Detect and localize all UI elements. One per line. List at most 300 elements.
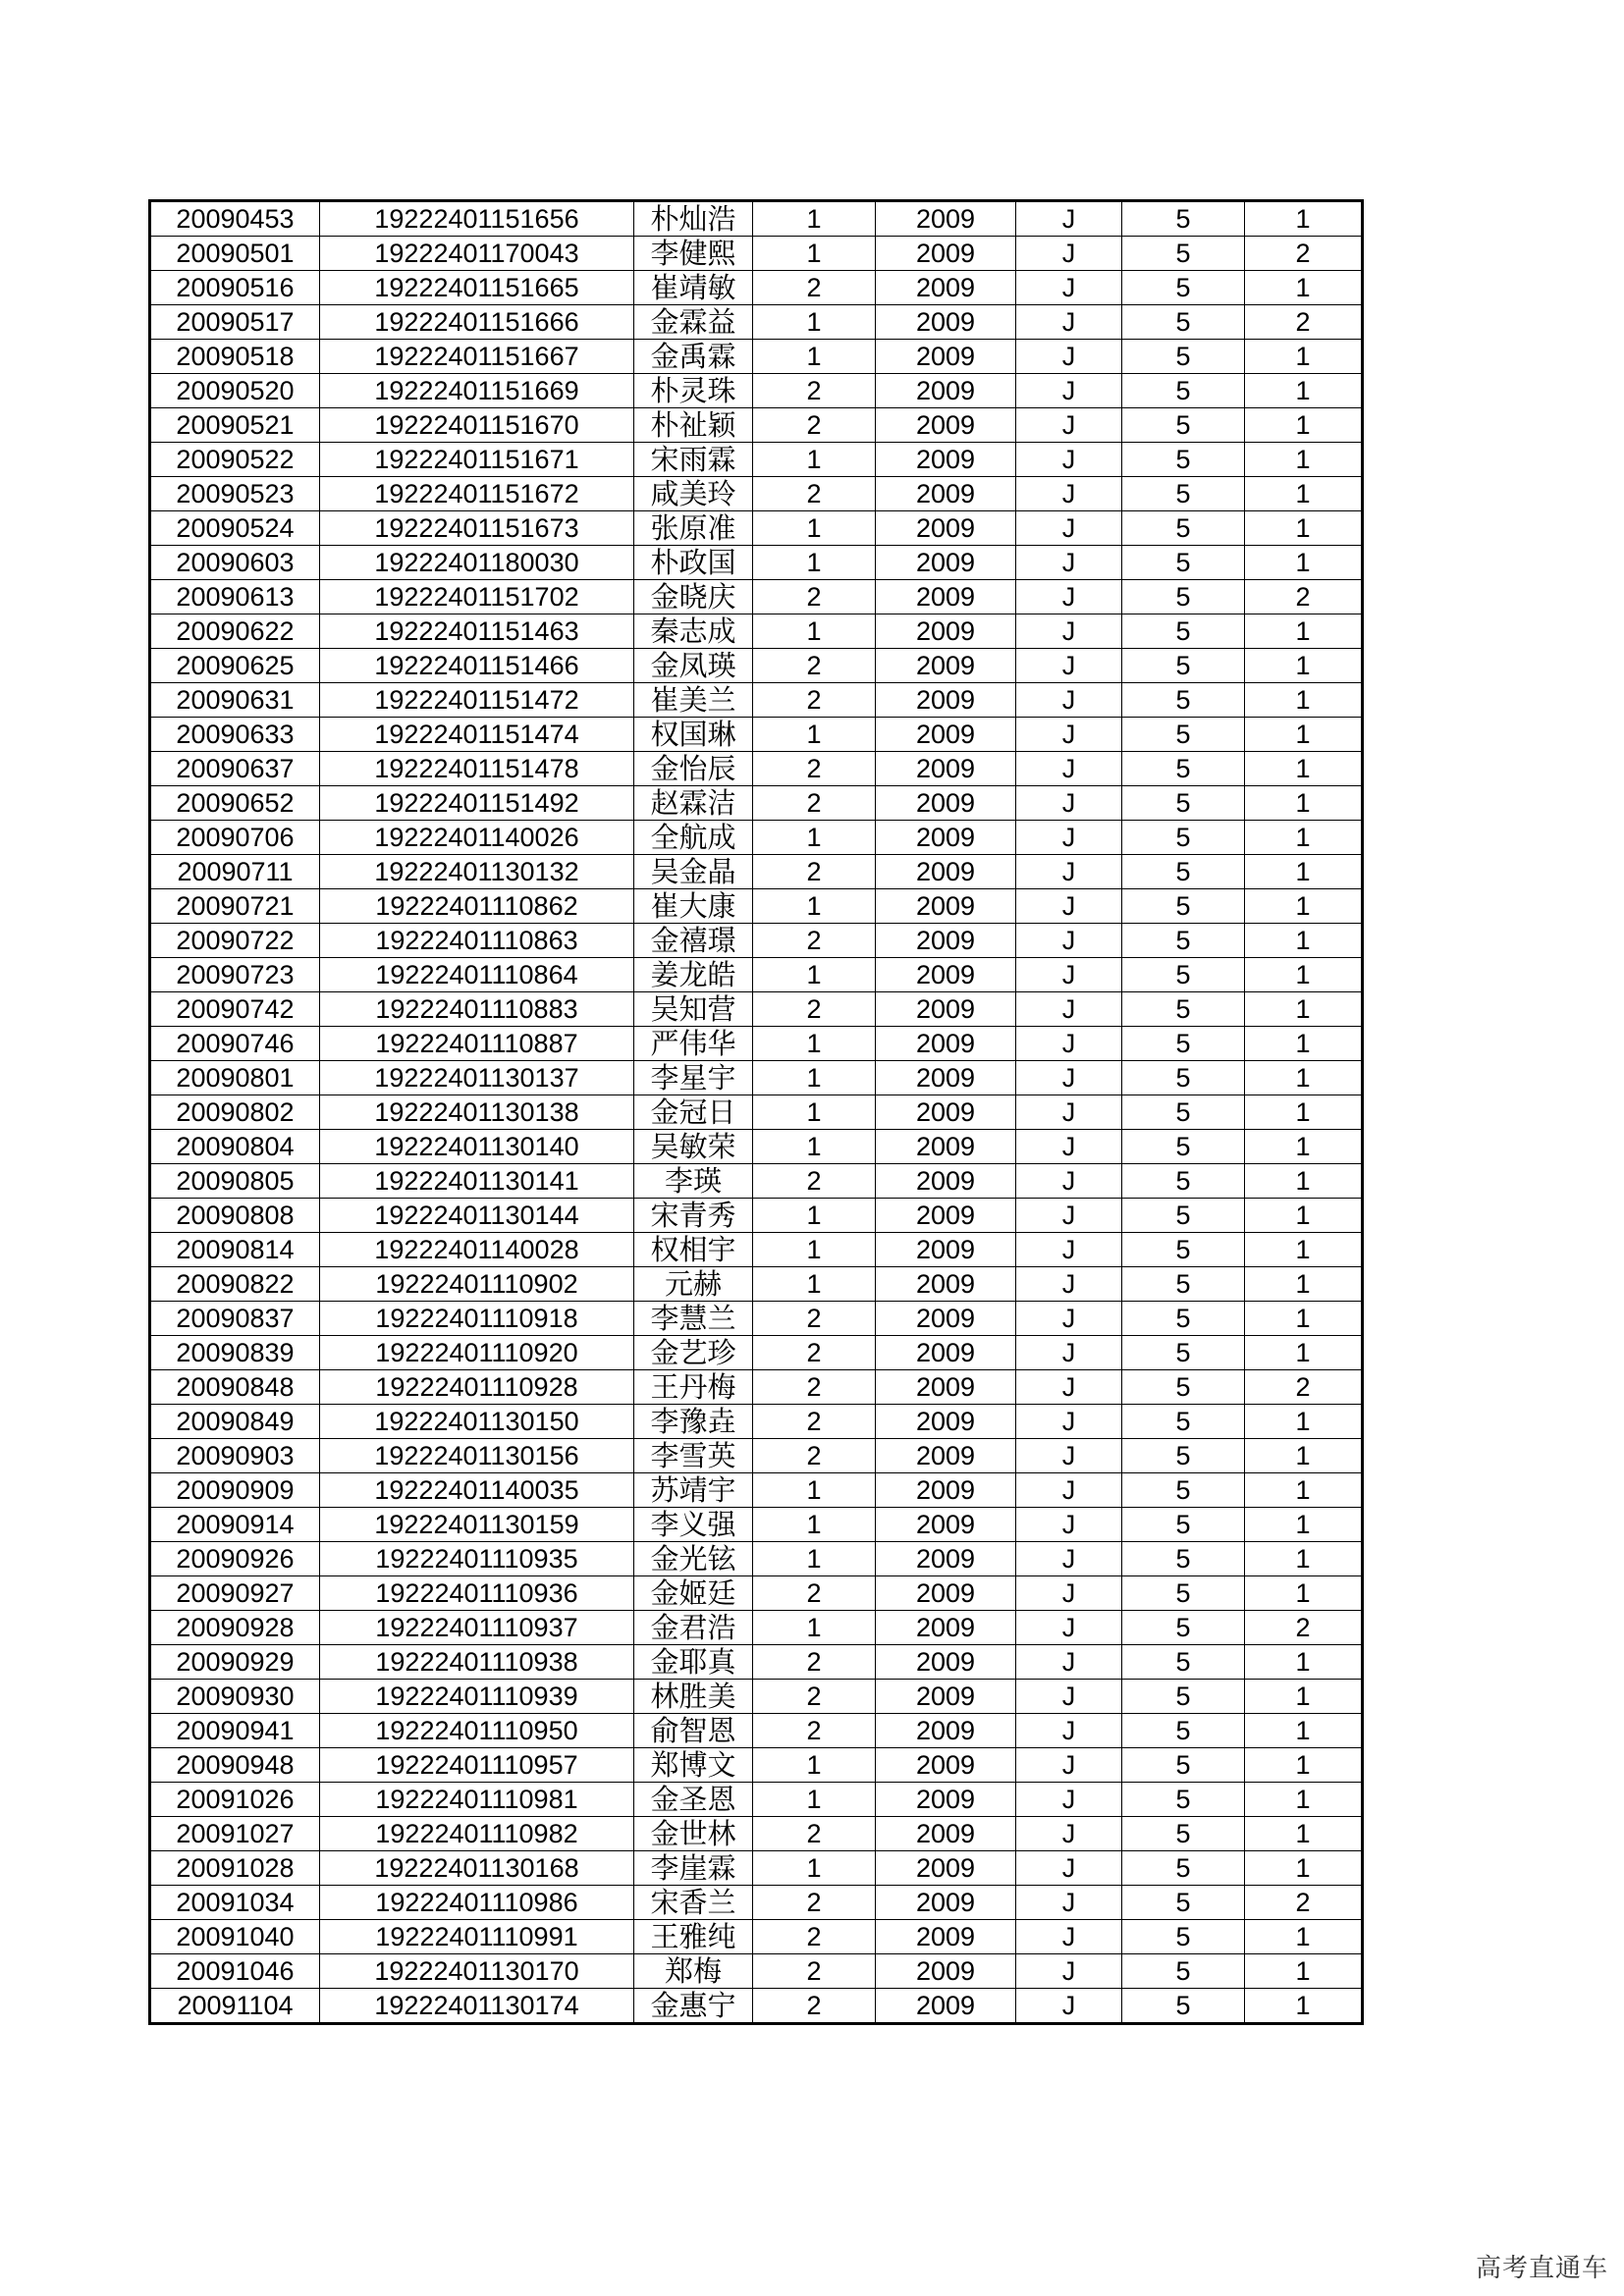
category-cell: J xyxy=(1016,1954,1122,1989)
exam-no-cell: 19222401130156 xyxy=(320,1439,634,1473)
gender-code-cell: 2 xyxy=(753,408,876,443)
table-row xyxy=(150,1473,1363,1508)
category-cell: J xyxy=(1016,1851,1122,1886)
category-cell: J xyxy=(1016,1061,1122,1095)
level-cell: 5 xyxy=(1122,1233,1245,1267)
table-row xyxy=(150,1164,1363,1199)
flag-cell: 1 xyxy=(1245,1576,1363,1611)
flag-cell: 1 xyxy=(1245,1851,1363,1886)
student-no-cell: 20090722 xyxy=(150,924,320,958)
student-no-cell: 20090652 xyxy=(150,786,320,821)
year-cell: 2009 xyxy=(876,443,1016,477)
level-cell: 5 xyxy=(1122,580,1245,614)
exam-no-cell: 19222401110936 xyxy=(320,1576,634,1611)
year-cell: 2009 xyxy=(876,1473,1016,1508)
category-cell: J xyxy=(1016,1645,1122,1680)
table-row xyxy=(150,1542,1363,1576)
student-no-cell: 20090603 xyxy=(150,546,320,580)
flag-cell: 2 xyxy=(1245,237,1363,271)
table-row xyxy=(150,1302,1363,1336)
exam-no-cell: 19222401130170 xyxy=(320,1954,634,1989)
category-cell: J xyxy=(1016,1680,1122,1714)
gender-code-cell: 1 xyxy=(753,1783,876,1817)
table-row xyxy=(150,201,1363,237)
name-cell: 王丹梅 xyxy=(634,1370,753,1405)
flag-cell: 1 xyxy=(1245,1473,1363,1508)
level-cell: 5 xyxy=(1122,477,1245,511)
gender-code-cell: 1 xyxy=(753,1061,876,1095)
exam-no-cell: 19222401110938 xyxy=(320,1645,634,1680)
flag-cell: 1 xyxy=(1245,546,1363,580)
year-cell: 2009 xyxy=(876,1130,1016,1164)
student-no-cell: 20090927 xyxy=(150,1576,320,1611)
gender-code-cell: 2 xyxy=(753,1576,876,1611)
flag-cell: 1 xyxy=(1245,1680,1363,1714)
exam-no-cell: 19222401151463 xyxy=(320,614,634,649)
table-row xyxy=(150,649,1363,683)
gender-code-cell: 2 xyxy=(753,1886,876,1920)
name-cell: 林胜美 xyxy=(634,1680,753,1714)
exam-no-cell: 19222401151702 xyxy=(320,580,634,614)
level-cell: 5 xyxy=(1122,1302,1245,1336)
student-no-cell: 20090706 xyxy=(150,821,320,855)
category-cell: J xyxy=(1016,1336,1122,1370)
flag-cell: 1 xyxy=(1245,1954,1363,1989)
exam-no-cell: 19222401110862 xyxy=(320,889,634,924)
year-cell: 2009 xyxy=(876,546,1016,580)
exam-no-cell: 19222401130150 xyxy=(320,1405,634,1439)
level-cell: 5 xyxy=(1122,786,1245,821)
level-cell: 5 xyxy=(1122,718,1245,752)
student-no-cell: 20090711 xyxy=(150,855,320,889)
year-cell: 2009 xyxy=(876,1164,1016,1199)
name-cell: 朴政国 xyxy=(634,546,753,580)
level-cell: 5 xyxy=(1122,1164,1245,1199)
year-cell: 2009 xyxy=(876,752,1016,786)
gender-code-cell: 2 xyxy=(753,1920,876,1954)
level-cell: 5 xyxy=(1122,1851,1245,1886)
flag-cell: 1 xyxy=(1245,958,1363,992)
level-cell: 5 xyxy=(1122,340,1245,374)
flag-cell: 1 xyxy=(1245,1302,1363,1336)
level-cell: 5 xyxy=(1122,1027,1245,1061)
year-cell: 2009 xyxy=(876,924,1016,958)
table-row xyxy=(150,683,1363,718)
category-cell: J xyxy=(1016,1439,1122,1473)
category-cell: J xyxy=(1016,1542,1122,1576)
table-row xyxy=(150,1920,1363,1954)
year-cell: 2009 xyxy=(876,1199,1016,1233)
flag-cell: 1 xyxy=(1245,1130,1363,1164)
table-row xyxy=(150,752,1363,786)
category-cell: J xyxy=(1016,305,1122,340)
flag-cell: 1 xyxy=(1245,1439,1363,1473)
exam-no-cell: 19222401130159 xyxy=(320,1508,634,1542)
level-cell: 5 xyxy=(1122,1130,1245,1164)
year-cell: 2009 xyxy=(876,580,1016,614)
category-cell: J xyxy=(1016,1886,1122,1920)
table-row xyxy=(150,992,1363,1027)
level-cell: 5 xyxy=(1122,924,1245,958)
name-cell: 李慧兰 xyxy=(634,1302,753,1336)
gender-code-cell: 2 xyxy=(753,855,876,889)
level-cell: 5 xyxy=(1122,1199,1245,1233)
name-cell: 秦志成 xyxy=(634,614,753,649)
gender-code-cell: 1 xyxy=(753,821,876,855)
exam-no-cell: 19222401110935 xyxy=(320,1542,634,1576)
name-cell: 朴灿浩 xyxy=(634,201,753,237)
gender-code-cell: 2 xyxy=(753,1405,876,1439)
gender-code-cell: 1 xyxy=(753,305,876,340)
gender-code-cell: 2 xyxy=(753,786,876,821)
name-cell: 宋青秀 xyxy=(634,1199,753,1233)
year-cell: 2009 xyxy=(876,1989,1016,2024)
category-cell: J xyxy=(1016,992,1122,1027)
flag-cell: 1 xyxy=(1245,614,1363,649)
flag-cell: 1 xyxy=(1245,408,1363,443)
gender-code-cell: 1 xyxy=(753,1027,876,1061)
exam-no-cell: 19222401110928 xyxy=(320,1370,634,1405)
student-no-cell: 20090802 xyxy=(150,1095,320,1130)
exam-no-cell: 19222401110887 xyxy=(320,1027,634,1061)
year-cell: 2009 xyxy=(876,374,1016,408)
gender-code-cell: 2 xyxy=(753,1680,876,1714)
category-cell: J xyxy=(1016,683,1122,718)
student-no-cell: 20090522 xyxy=(150,443,320,477)
category-cell: J xyxy=(1016,1989,1122,2024)
student-no-cell: 20090909 xyxy=(150,1473,320,1508)
name-cell: 金惠宁 xyxy=(634,1989,753,2024)
year-cell: 2009 xyxy=(876,305,1016,340)
name-cell: 金艺珍 xyxy=(634,1336,753,1370)
category-cell: J xyxy=(1016,201,1122,237)
gender-code-cell: 2 xyxy=(753,1989,876,2024)
level-cell: 5 xyxy=(1122,1061,1245,1095)
student-no-cell: 20090805 xyxy=(150,1164,320,1199)
student-no-cell: 20090517 xyxy=(150,305,320,340)
flag-cell: 1 xyxy=(1245,1095,1363,1130)
category-cell: J xyxy=(1016,718,1122,752)
level-cell: 5 xyxy=(1122,271,1245,305)
category-cell: J xyxy=(1016,1405,1122,1439)
gender-code-cell: 1 xyxy=(753,1095,876,1130)
flag-cell: 1 xyxy=(1245,1199,1363,1233)
exam-no-cell: 19222401151671 xyxy=(320,443,634,477)
flag-cell: 1 xyxy=(1245,340,1363,374)
gender-code-cell: 2 xyxy=(753,1336,876,1370)
table-row xyxy=(150,511,1363,546)
gender-code-cell: 2 xyxy=(753,752,876,786)
category-cell: J xyxy=(1016,1302,1122,1336)
watermark: 高考直通车 xyxy=(1475,2254,1608,2283)
year-cell: 2009 xyxy=(876,1817,1016,1851)
name-cell: 元赫 xyxy=(634,1267,753,1302)
name-cell: 崔美兰 xyxy=(634,683,753,718)
table-row xyxy=(150,1989,1363,2024)
exam-no-cell: 19222401110937 xyxy=(320,1611,634,1645)
name-cell: 金圣恩 xyxy=(634,1783,753,1817)
name-cell: 金怡辰 xyxy=(634,752,753,786)
name-cell: 权相宇 xyxy=(634,1233,753,1267)
name-cell: 李义强 xyxy=(634,1508,753,1542)
gender-code-cell: 2 xyxy=(753,271,876,305)
student-no-cell: 20090521 xyxy=(150,408,320,443)
flag-cell: 1 xyxy=(1245,1336,1363,1370)
table-row xyxy=(150,305,1363,340)
exam-no-cell: 19222401140026 xyxy=(320,821,634,855)
table-row xyxy=(150,1199,1363,1233)
flag-cell: 1 xyxy=(1245,992,1363,1027)
year-cell: 2009 xyxy=(876,1645,1016,1680)
name-cell: 咸美玲 xyxy=(634,477,753,511)
gender-code-cell: 2 xyxy=(753,1954,876,1989)
category-cell: J xyxy=(1016,889,1122,924)
level-cell: 5 xyxy=(1122,305,1245,340)
gender-code-cell: 1 xyxy=(753,1473,876,1508)
table-row xyxy=(150,1130,1363,1164)
year-cell: 2009 xyxy=(876,1611,1016,1645)
table-row xyxy=(150,1508,1363,1542)
gender-code-cell: 1 xyxy=(753,1267,876,1302)
level-cell: 5 xyxy=(1122,958,1245,992)
flag-cell: 1 xyxy=(1245,374,1363,408)
exam-no-cell: 19222401110863 xyxy=(320,924,634,958)
exam-no-cell: 19222401151667 xyxy=(320,340,634,374)
year-cell: 2009 xyxy=(876,1439,1016,1473)
year-cell: 2009 xyxy=(876,340,1016,374)
student-no-cell: 20090742 xyxy=(150,992,320,1027)
name-cell: 郑博文 xyxy=(634,1748,753,1783)
flag-cell: 1 xyxy=(1245,752,1363,786)
gender-code-cell: 2 xyxy=(753,1164,876,1199)
level-cell: 5 xyxy=(1122,237,1245,271)
category-cell: J xyxy=(1016,1370,1122,1405)
level-cell: 5 xyxy=(1122,374,1245,408)
table-row xyxy=(150,1336,1363,1370)
student-no-cell: 20090839 xyxy=(150,1336,320,1370)
year-cell: 2009 xyxy=(876,1851,1016,1886)
table-row xyxy=(150,237,1363,271)
gender-code-cell: 1 xyxy=(753,1130,876,1164)
exam-no-cell: 19222401151492 xyxy=(320,786,634,821)
gender-code-cell: 1 xyxy=(753,1611,876,1645)
flag-cell: 2 xyxy=(1245,580,1363,614)
exam-no-cell: 19222401130132 xyxy=(320,855,634,889)
student-no-cell: 20090524 xyxy=(150,511,320,546)
level-cell: 5 xyxy=(1122,1336,1245,1370)
year-cell: 2009 xyxy=(876,1954,1016,1989)
name-cell: 苏靖宇 xyxy=(634,1473,753,1508)
name-cell: 吴知营 xyxy=(634,992,753,1027)
level-cell: 5 xyxy=(1122,408,1245,443)
name-cell: 金光铉 xyxy=(634,1542,753,1576)
gender-code-cell: 2 xyxy=(753,374,876,408)
exam-no-cell: 19222401130141 xyxy=(320,1164,634,1199)
level-cell: 5 xyxy=(1122,1748,1245,1783)
name-cell: 宋雨霖 xyxy=(634,443,753,477)
flag-cell: 1 xyxy=(1245,477,1363,511)
student-no-cell: 20091027 xyxy=(150,1817,320,1851)
gender-code-cell: 2 xyxy=(753,477,876,511)
level-cell: 5 xyxy=(1122,992,1245,1027)
level-cell: 5 xyxy=(1122,1783,1245,1817)
exam-no-cell: 19222401151670 xyxy=(320,408,634,443)
year-cell: 2009 xyxy=(876,718,1016,752)
level-cell: 5 xyxy=(1122,1473,1245,1508)
category-cell: J xyxy=(1016,1817,1122,1851)
student-no-cell: 20090930 xyxy=(150,1680,320,1714)
category-cell: J xyxy=(1016,786,1122,821)
category-cell: J xyxy=(1016,1783,1122,1817)
exam-no-cell: 19222401151673 xyxy=(320,511,634,546)
table-row xyxy=(150,1886,1363,1920)
gender-code-cell: 1 xyxy=(753,1748,876,1783)
year-cell: 2009 xyxy=(876,1542,1016,1576)
flag-cell: 2 xyxy=(1245,1886,1363,1920)
category-cell: J xyxy=(1016,1027,1122,1061)
level-cell: 5 xyxy=(1122,1370,1245,1405)
category-cell: J xyxy=(1016,511,1122,546)
student-no-cell: 20090929 xyxy=(150,1645,320,1680)
name-cell: 李健熙 xyxy=(634,237,753,271)
table-row xyxy=(150,958,1363,992)
student-no-cell: 20091026 xyxy=(150,1783,320,1817)
exam-no-cell: 19222401140035 xyxy=(320,1473,634,1508)
table-row xyxy=(150,477,1363,511)
category-cell: J xyxy=(1016,1576,1122,1611)
year-cell: 2009 xyxy=(876,1405,1016,1439)
student-no-cell: 20090746 xyxy=(150,1027,320,1061)
level-cell: 5 xyxy=(1122,1817,1245,1851)
level-cell: 5 xyxy=(1122,511,1245,546)
flag-cell: 1 xyxy=(1245,1645,1363,1680)
name-cell: 赵霖洁 xyxy=(634,786,753,821)
name-cell: 王雅纯 xyxy=(634,1920,753,1954)
flag-cell: 1 xyxy=(1245,889,1363,924)
flag-cell: 1 xyxy=(1245,718,1363,752)
year-cell: 2009 xyxy=(876,821,1016,855)
category-cell: J xyxy=(1016,546,1122,580)
student-no-cell: 20090721 xyxy=(150,889,320,924)
year-cell: 2009 xyxy=(876,1370,1016,1405)
category-cell: J xyxy=(1016,614,1122,649)
gender-code-cell: 2 xyxy=(753,1439,876,1473)
level-cell: 5 xyxy=(1122,1886,1245,1920)
name-cell: 全航成 xyxy=(634,821,753,855)
flag-cell: 1 xyxy=(1245,1920,1363,1954)
table-row xyxy=(150,1611,1363,1645)
table-row xyxy=(150,1095,1363,1130)
student-no-cell: 20090837 xyxy=(150,1302,320,1336)
level-cell: 5 xyxy=(1122,1920,1245,1954)
table-row xyxy=(150,1748,1363,1783)
name-cell: 金凤瑛 xyxy=(634,649,753,683)
name-cell: 金霖益 xyxy=(634,305,753,340)
exam-no-cell: 19222401151478 xyxy=(320,752,634,786)
student-no-cell: 20090520 xyxy=(150,374,320,408)
student-no-cell: 20090948 xyxy=(150,1748,320,1783)
exam-no-cell: 19222401110981 xyxy=(320,1783,634,1817)
year-cell: 2009 xyxy=(876,1680,1016,1714)
student-no-cell: 20090848 xyxy=(150,1370,320,1405)
year-cell: 2009 xyxy=(876,1920,1016,1954)
gender-code-cell: 2 xyxy=(753,580,876,614)
name-cell: 严伟华 xyxy=(634,1027,753,1061)
year-cell: 2009 xyxy=(876,786,1016,821)
student-no-cell: 20090801 xyxy=(150,1061,320,1095)
year-cell: 2009 xyxy=(876,683,1016,718)
category-cell: J xyxy=(1016,1920,1122,1954)
flag-cell: 1 xyxy=(1245,1714,1363,1748)
level-cell: 5 xyxy=(1122,649,1245,683)
year-cell: 2009 xyxy=(876,1336,1016,1370)
category-cell: J xyxy=(1016,477,1122,511)
flag-cell: 1 xyxy=(1245,1267,1363,1302)
year-cell: 2009 xyxy=(876,1748,1016,1783)
name-cell: 金姬廷 xyxy=(634,1576,753,1611)
gender-code-cell: 2 xyxy=(753,649,876,683)
name-cell: 郑梅 xyxy=(634,1954,753,1989)
exam-no-cell: 19222401151672 xyxy=(320,477,634,511)
name-cell: 朴祉颖 xyxy=(634,408,753,443)
student-no-cell: 20090814 xyxy=(150,1233,320,1267)
gender-code-cell: 2 xyxy=(753,924,876,958)
student-no-cell: 20090523 xyxy=(150,477,320,511)
gender-code-cell: 1 xyxy=(753,443,876,477)
name-cell: 崔大康 xyxy=(634,889,753,924)
exam-no-cell: 19222401130168 xyxy=(320,1851,634,1886)
student-no-cell: 20090637 xyxy=(150,752,320,786)
level-cell: 5 xyxy=(1122,1267,1245,1302)
exam-no-cell: 19222401110957 xyxy=(320,1748,634,1783)
gender-code-cell: 1 xyxy=(753,511,876,546)
level-cell: 5 xyxy=(1122,1095,1245,1130)
category-cell: J xyxy=(1016,924,1122,958)
name-cell: 李崖霖 xyxy=(634,1851,753,1886)
student-roster-table xyxy=(148,199,1364,2025)
table-row xyxy=(150,271,1363,305)
name-cell: 李豫垚 xyxy=(634,1405,753,1439)
flag-cell: 1 xyxy=(1245,649,1363,683)
flag-cell: 1 xyxy=(1245,924,1363,958)
gender-code-cell: 2 xyxy=(753,683,876,718)
category-cell: J xyxy=(1016,1748,1122,1783)
year-cell: 2009 xyxy=(876,1095,1016,1130)
exam-no-cell: 19222401170043 xyxy=(320,237,634,271)
student-no-cell: 20090849 xyxy=(150,1405,320,1439)
student-no-cell: 20090926 xyxy=(150,1542,320,1576)
flag-cell: 1 xyxy=(1245,821,1363,855)
student-no-cell: 20090723 xyxy=(150,958,320,992)
name-cell: 李星宇 xyxy=(634,1061,753,1095)
flag-cell: 1 xyxy=(1245,1542,1363,1576)
level-cell: 5 xyxy=(1122,1645,1245,1680)
flag-cell: 1 xyxy=(1245,1508,1363,1542)
student-no-cell: 20090903 xyxy=(150,1439,320,1473)
level-cell: 5 xyxy=(1122,889,1245,924)
table-row xyxy=(150,546,1363,580)
name-cell: 金晓庆 xyxy=(634,580,753,614)
table-row xyxy=(150,1954,1363,1989)
gender-code-cell: 1 xyxy=(753,1508,876,1542)
exam-no-cell: 19222401110982 xyxy=(320,1817,634,1851)
year-cell: 2009 xyxy=(876,855,1016,889)
category-cell: J xyxy=(1016,1714,1122,1748)
year-cell: 2009 xyxy=(876,614,1016,649)
student-no-cell: 20091040 xyxy=(150,1920,320,1954)
year-cell: 2009 xyxy=(876,1233,1016,1267)
name-cell: 金禧璟 xyxy=(634,924,753,958)
